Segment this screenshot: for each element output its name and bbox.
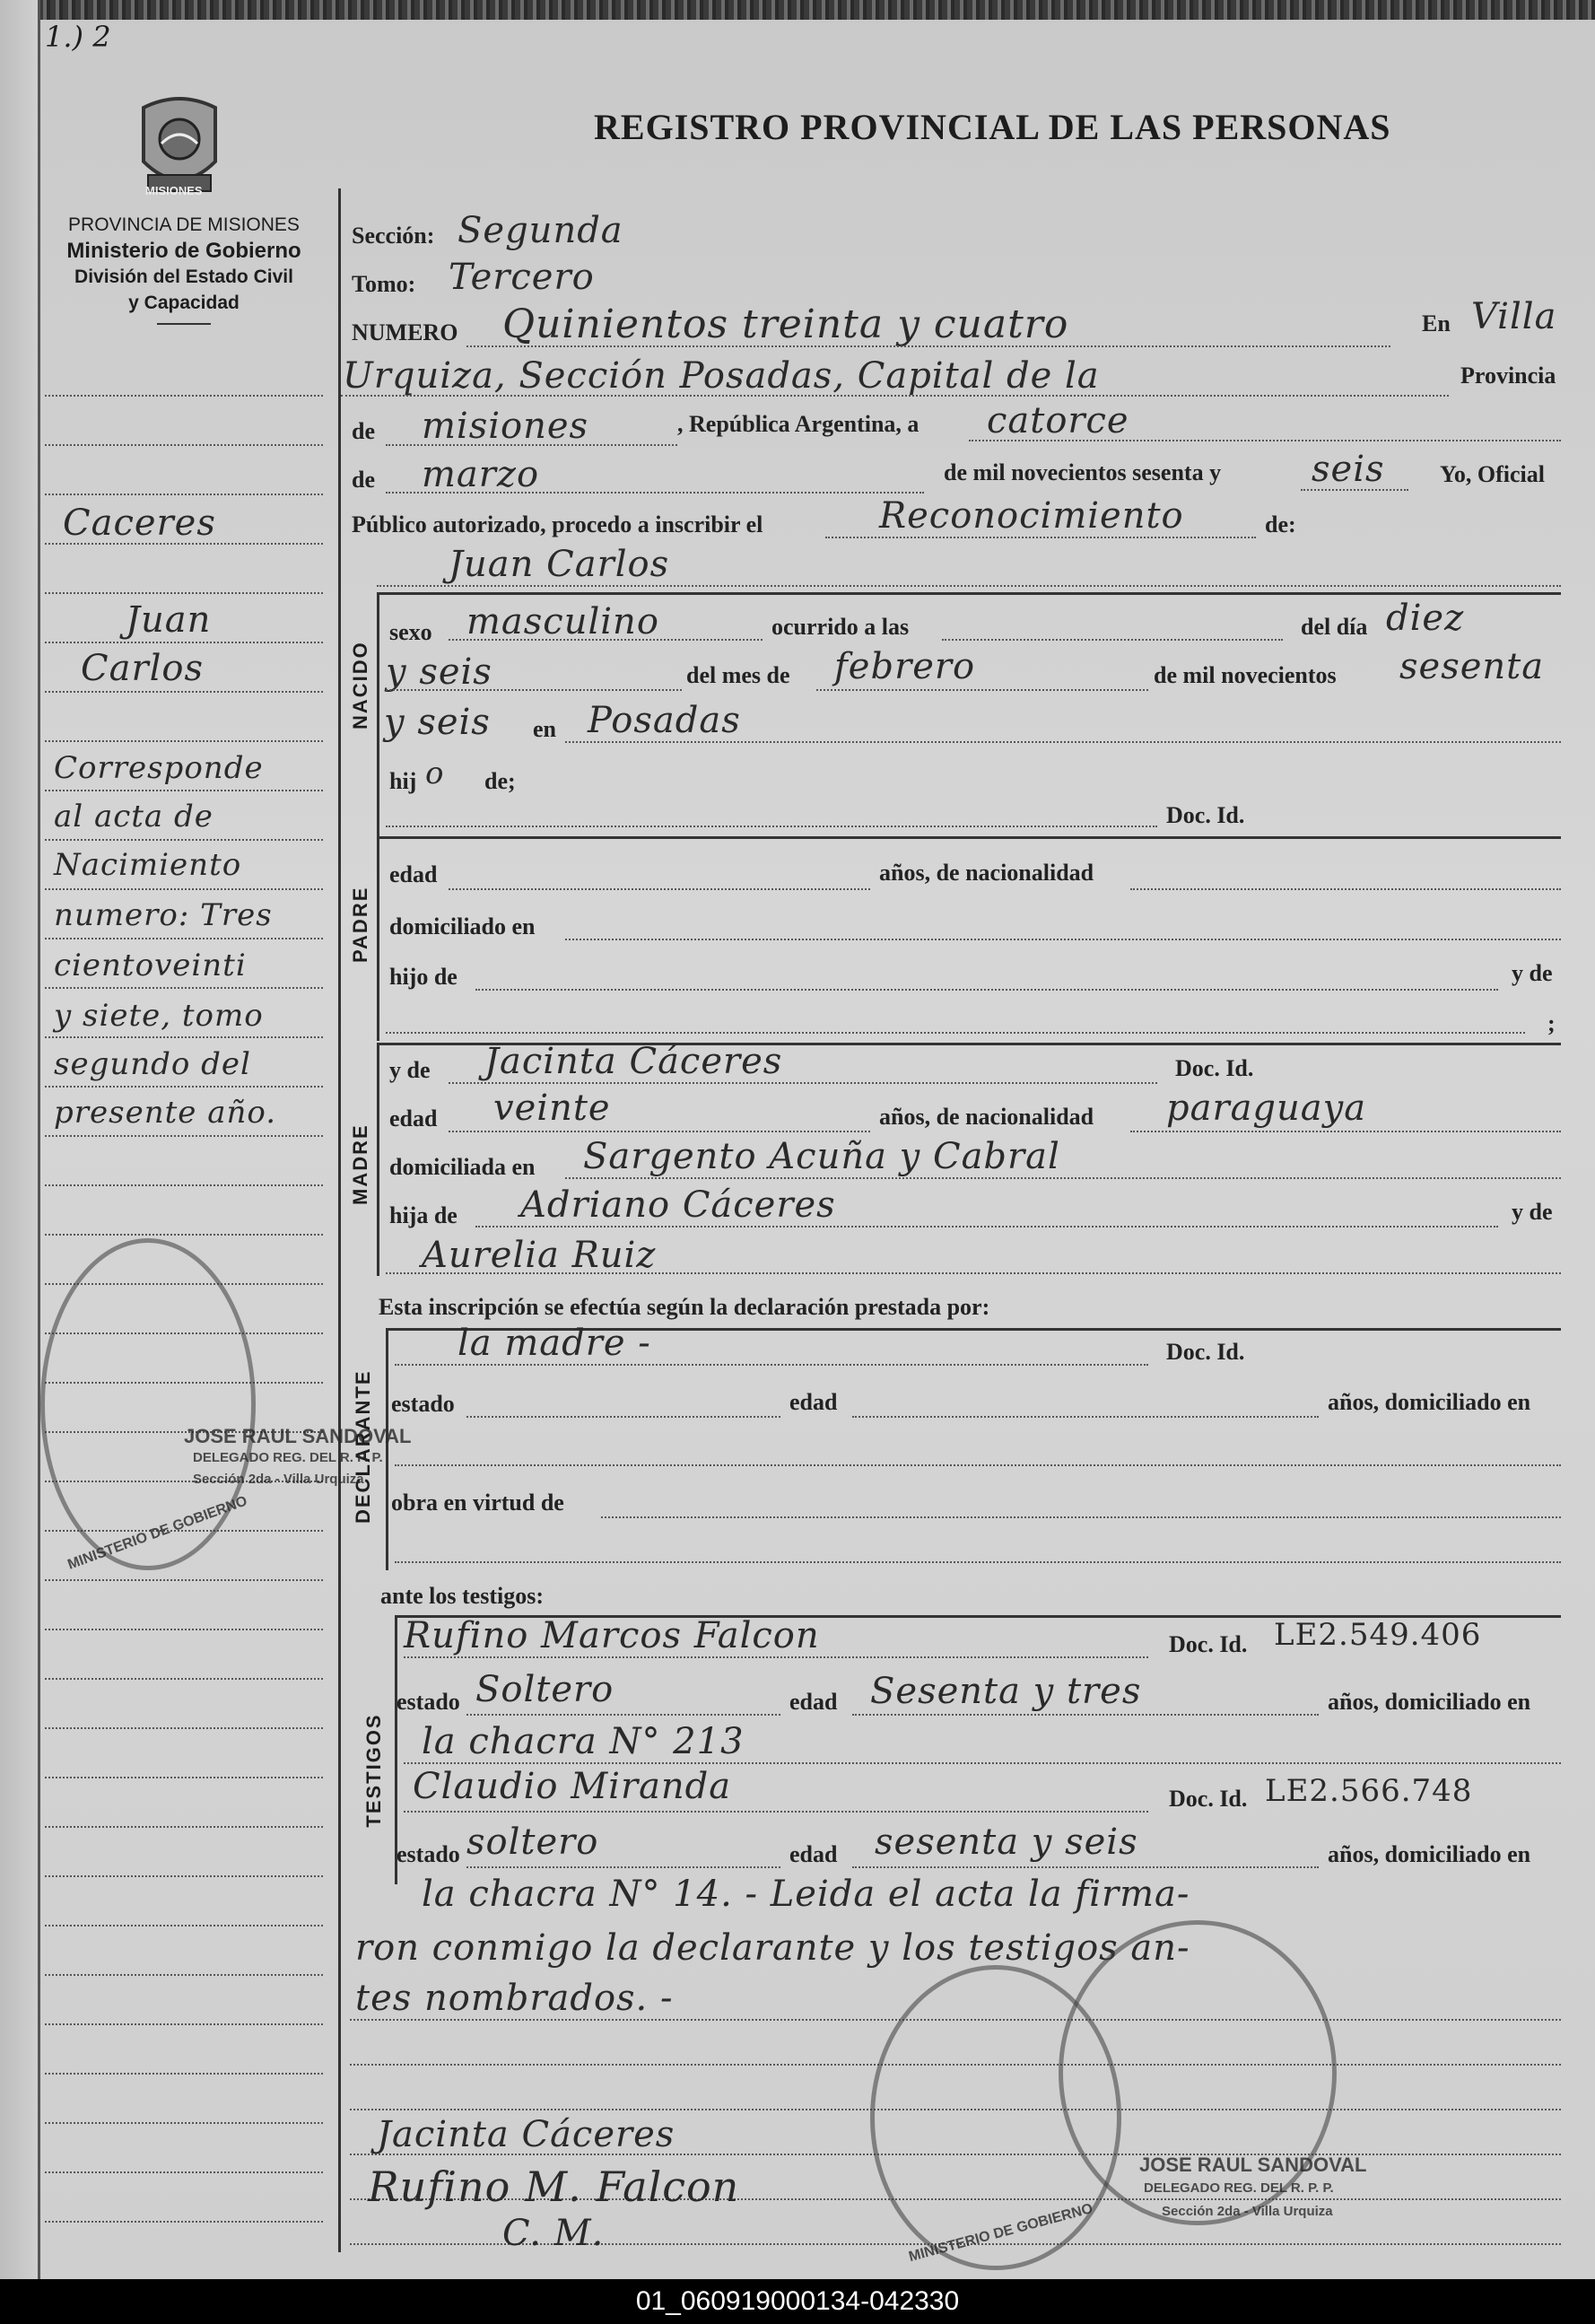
obra-label: obra en virtud de [391, 1490, 564, 1516]
column-divider [338, 188, 341, 2252]
acto-value: Reconocimiento [879, 495, 1184, 537]
nacionalidad-madre-value: paraguaya [1166, 1088, 1367, 1129]
estado-declarante-label: estado [391, 1391, 455, 1417]
padre-madre-value: Adriano Cáceres [520, 1184, 836, 1226]
en-nac-label: en [533, 716, 556, 742]
seccion-value: Segunda [458, 210, 623, 251]
mes-value: marzo [422, 454, 540, 495]
declaracion-intro: Esta inscripción se efectúa según la declaración prestada por: [379, 1294, 990, 1320]
estado-testigo-1-label: estado [397, 1689, 460, 1715]
mil-label: de mil novecientos sesenta y [944, 459, 1222, 485]
doc-id-testigo-1-label: Doc. Id. [1169, 1631, 1248, 1657]
seccion-label: Sección: [352, 223, 435, 249]
de-label-1: de [352, 418, 375, 444]
dia-nac-cont: y seis [386, 651, 492, 693]
page-binding-edge [0, 0, 40, 2279]
testigo-1-domicilio: la chacra N° 213 [422, 1721, 745, 1762]
round-stamp-left-text: MINISTERIO DE GOBIERNO [65, 1493, 249, 1573]
nacido-label: NACIDO [349, 641, 371, 730]
declarante-label: DECLARANTE [352, 1369, 374, 1524]
round-stamp-right [1059, 1920, 1337, 2225]
stamp-role-left: DELEGADO REG. DEL R. P. P. [193, 1450, 383, 1465]
estado-testigo-2-label: estado [397, 1841, 460, 1867]
y-de-madre-label: y de [389, 1057, 431, 1083]
anios-testigo-1-label: años, domiciliado en [1328, 1689, 1531, 1715]
margin-note-8: presente año. [54, 1095, 277, 1131]
hij-suffix: o [425, 756, 445, 791]
testigo-2-nombre: Claudio Miranda [413, 1766, 732, 1807]
edad-testigo-2-label: edad [789, 1841, 838, 1867]
oficial-label: Yo, Oficial [1440, 461, 1545, 487]
doc-id-declarante: Doc. Id. [1166, 1339, 1245, 1365]
anios-padre-label: años, de nacionalidad [879, 860, 1094, 886]
margin-note-3: Nacimiento [54, 847, 242, 883]
margin-note-2: al acta de [54, 799, 214, 834]
publico-label: Público autorizado, procedo a inscribir el [352, 511, 763, 537]
edad-padre-label: edad [389, 861, 438, 887]
page-title: REGISTRO PROVINCIAL DE LAS PERSONAS [594, 107, 1391, 147]
testigos-intro: ante los testigos: [380, 1583, 544, 1609]
anio-value: seis [1312, 449, 1385, 490]
tomo-value: Tercero [449, 257, 595, 298]
sexo-value: masculino [466, 601, 659, 642]
margin-note-4: numero: Tres [54, 897, 273, 933]
margin-note-6: y siete, tomo [54, 998, 264, 1034]
provincia-label: Provincia [1460, 363, 1556, 389]
y-de-madre-2-label: y de [1512, 1199, 1553, 1225]
edad-declarante-label: edad [789, 1389, 838, 1415]
declarante-value: la madre - [458, 1323, 651, 1364]
anios-madre-label: años, de nacionalidad [879, 1104, 1094, 1130]
ministry-block [36, 212, 332, 325]
ministry-province: PROVINCIA DE MISIONES [68, 214, 300, 235]
mil-nac-label: de mil novecientos [1154, 662, 1337, 688]
hij-label: hij [389, 768, 417, 794]
domicilio-madre-value: Sargento Acuña y Cabral [583, 1136, 1060, 1177]
domicilio-madre-label: domiciliada en [389, 1154, 536, 1180]
declarante-divider [386, 1328, 388, 1570]
dia-value: catorce [987, 400, 1129, 441]
y-de-padre-label: y de [1512, 960, 1553, 986]
padre-divider [377, 808, 379, 1041]
testigo-1-estado: Soltero [475, 1669, 614, 1710]
stamp-name-left: JOSE RAUL SANDOVAL [184, 1425, 412, 1447]
del-dia-label: del día [1301, 614, 1368, 640]
anio-nac-value: sesenta [1399, 646, 1545, 687]
en-value: Villa [1471, 296, 1557, 337]
inscripto-value: Juan Carlos [449, 544, 670, 585]
testigo-2-estado: soltero [466, 1822, 599, 1863]
de-label-2: de [352, 467, 375, 493]
del-mes-label: del mes de [686, 662, 790, 688]
stamp-name-right: JOSE RAUL SANDOVAL [1139, 2154, 1367, 2176]
margin-name-1: Juan [126, 599, 212, 641]
dia-nac-value: diez [1386, 598, 1465, 639]
stamp-role-right: DELEGADO REG. DEL R. P. P. [1144, 2180, 1334, 2196]
madre-madre-value: Aurelia Ruiz [422, 1235, 657, 1276]
nacido-divider [377, 592, 379, 808]
edad-madre-value: veinte [493, 1088, 611, 1129]
numero-label: NUMERO [352, 319, 458, 345]
anios-testigo-2-label: años, domiciliado en [1328, 1841, 1531, 1867]
madre-divider [377, 1043, 379, 1276]
numero-value: Quinientos treinta y cuatro [502, 301, 1069, 347]
ministry-division: División del Estado Civil [74, 266, 293, 287]
testigos-label: TESTIGOS [362, 1713, 385, 1828]
testigo-1-nombre: Rufino Marcos Falcon [404, 1615, 820, 1656]
doc-id-madre: Doc. Id. [1175, 1055, 1254, 1081]
padre-semicolon: ; [1547, 1010, 1556, 1036]
corner-mark: 1.) 2 [45, 20, 111, 54]
signature-1: Jacinta Cáceres [377, 2114, 675, 2155]
margin-surname: Caceres [63, 502, 216, 544]
tomo-label: Tomo: [352, 271, 416, 297]
page-top-edge [0, 0, 1595, 20]
anios-declarante-label: años, domiciliado en [1328, 1389, 1531, 1415]
madre-label: MADRE [349, 1123, 371, 1205]
mes-nac-value: febrero [834, 646, 976, 687]
testigo-1-doc: LE2.549.406 [1274, 1617, 1482, 1653]
testigo-2-edad: sesenta y seis [875, 1822, 1138, 1863]
testigo-2-doc: LE2.566.748 [1265, 1773, 1473, 1809]
hijo-de-label: hijo de [389, 964, 458, 990]
domicilio-padre-label: domiciliado en [389, 913, 536, 939]
hija-de-label: hija de [389, 1202, 458, 1228]
scan-id-footer: 01_060919000134-042330 [0, 2279, 1595, 2324]
ministry-name: Ministerio de Gobierno [66, 239, 301, 263]
margin-note-7: segundo del [54, 1046, 251, 1082]
de-colon: de: [1265, 511, 1296, 537]
round-stamp-center-text: MINISTERIO DE GOBIERNO [907, 2200, 1095, 2266]
round-stamp-left [40, 1238, 256, 1570]
anio-nac-cont: y seis [384, 702, 491, 743]
seal-label: MISIONES [145, 184, 203, 197]
margin-note-1: Corresponde [54, 750, 264, 786]
doc-id-nacido: Doc. Id. [1166, 802, 1245, 828]
padre-label: PADRE [349, 886, 371, 963]
cierre-linea-1: ron conmigo la declarante y los testigos an- [355, 1927, 1190, 1969]
en-label: En [1422, 310, 1451, 336]
margin-name-2: Carlos [81, 648, 204, 689]
edad-testigo-1-label: edad [789, 1689, 838, 1715]
margin-note-5: cientoveinti [54, 948, 247, 983]
signature-2: Rufino M. Falcon [368, 2162, 740, 2211]
stamp-place-left: Sección 2da - Villa Urquiza [193, 1472, 364, 1487]
doc-id-testigo-2-label: Doc. Id. [1169, 1786, 1248, 1812]
lugar-value: Posadas [588, 700, 741, 741]
ocurrido-label: ocurrido a las [771, 614, 910, 640]
republica-label: , República Argentina, a [677, 411, 920, 437]
hij-de-label: de; [484, 768, 516, 794]
provincia-value: misiones [422, 406, 589, 447]
testigo-1-edad: Sesenta y tres [870, 1671, 1142, 1712]
testigo-2-domicilio: la chacra N° 14. - Leida el acta la firma- [422, 1874, 1190, 1915]
signature-3: C. M. [502, 2213, 605, 2254]
sexo-label: sexo [389, 619, 432, 645]
cierre-linea-2: tes nombrados. - [355, 1978, 674, 2019]
place-line: Urquiza, Sección Posadas, Capital de la [343, 355, 1100, 397]
madre-nombre: Jacinta Cáceres [484, 1041, 783, 1082]
ministry-capacity: y Capacidad [128, 293, 240, 313]
stamp-place-right: Sección 2da - Villa Urquiza [1162, 2204, 1333, 2219]
edad-madre-label: edad [389, 1105, 438, 1131]
